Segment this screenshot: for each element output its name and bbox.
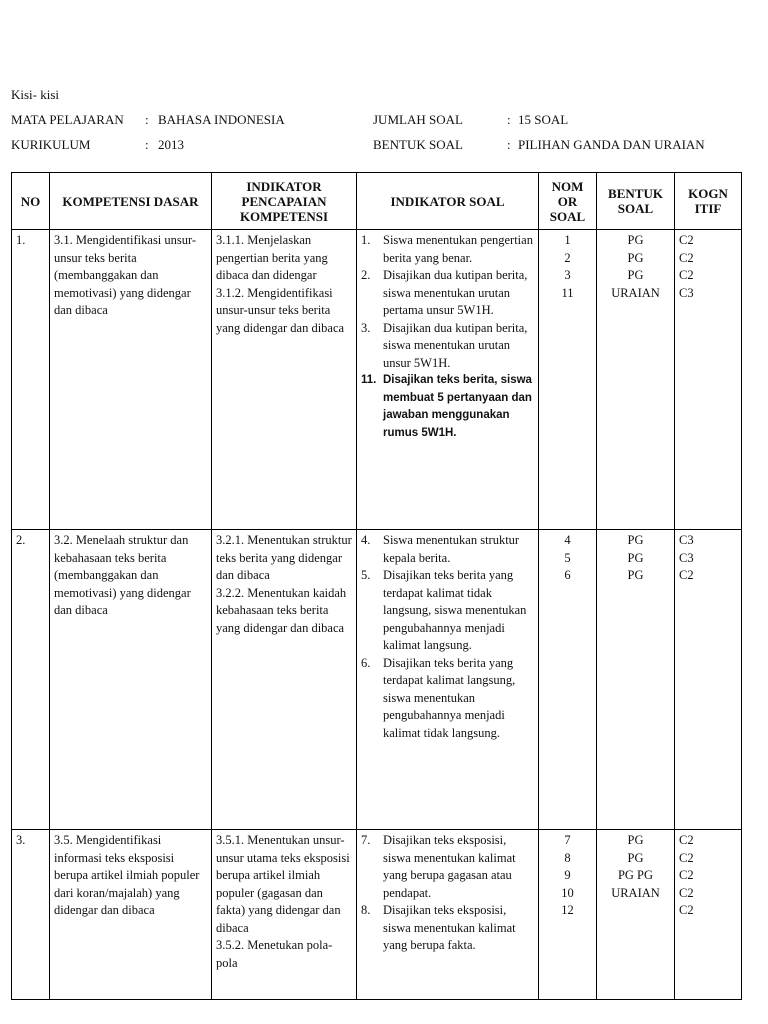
indikator-soal-list — [361, 232, 534, 442]
list-item — [361, 267, 534, 320]
header-kognitif: KOGN ITIF — [675, 173, 742, 230]
kognitif-value: C3 — [679, 550, 694, 565]
list-item-number: 4. — [361, 533, 371, 547]
indikator-soal-cell — [357, 230, 539, 530]
bentuk-soal-value: PG — [627, 850, 644, 865]
jumlah-soal-value: 15 SOAL — [518, 112, 569, 127]
list-item — [361, 320, 534, 373]
nomor-soal-value: 6 — [564, 568, 571, 582]
list-item — [361, 232, 534, 267]
kognitif-value: C2 — [679, 850, 694, 865]
bentuk-soal-value: URAIAN — [611, 285, 660, 300]
kognitif-value: C2 — [679, 268, 694, 282]
indikator-pencapaian-item: 3.1.1. Menjelaskan pengertian berita yang dibaca dan didengar — [216, 233, 328, 282]
header-indikator-soal: INDIKATOR SOAL — [357, 173, 539, 230]
kompetensi-dasar-text: 3.2. Menelaah struktur dan kebahasaan teks berita (membanggakan dan memotivasi) yang didengar dan dibaca — [54, 533, 191, 617]
kompetensi-dasar-text: 3.1. Mengidentifikasi unsur-unsur teks berita (membanggakan dan memotivasi) yang didengar dan dibaca — [54, 233, 197, 317]
mata-pelajaran-value: BAHASA INDONESIA — [158, 112, 285, 127]
bentuk-soal-label: BENTUK SOAL — [373, 137, 463, 152]
kognitif-value: C2 — [679, 250, 694, 265]
indikator-soal-cell — [357, 530, 539, 830]
kognitif-value: C2 — [679, 233, 694, 247]
mata-pelajaran-label: MATA PELAJARAN — [11, 112, 124, 127]
nomor-soal-cell — [539, 530, 597, 830]
row-number-cell — [12, 530, 50, 830]
list-item-number: 7. — [361, 833, 371, 847]
indikator-soal-list — [361, 532, 534, 742]
kompetensi-dasar-cell — [50, 230, 212, 530]
kognitif-value: C2 — [679, 903, 694, 917]
bentuk-soal-value: PG — [627, 833, 644, 847]
kurikulum-value: 2013 — [158, 137, 184, 152]
indikator-pencapaian-cell — [212, 230, 357, 530]
bentuk-soal-value: URAIAN — [611, 885, 660, 900]
kompetensi-dasar-cell — [50, 830, 212, 1000]
list-item-text: Disajikan teks eksposisi, siswa menentukan kalimat yang berupa gagasan atau pendapat. — [383, 833, 516, 900]
kognitif-cell — [675, 230, 742, 530]
bentuk-soal-value: PG PG — [617, 868, 654, 882]
list-item — [361, 655, 534, 743]
bentuk-soal-value: PG — [627, 233, 644, 247]
row-number: 2. — [16, 533, 26, 547]
nomor-soal-value: 7 — [564, 833, 571, 847]
nomor-soal-value: 10 — [561, 885, 574, 900]
bentuk-soal-value: PG — [627, 250, 644, 265]
nomor-soal-value: 12 — [561, 903, 574, 917]
bentuk-soal-value: PILIHAN GANDA DAN URAIAN — [518, 137, 705, 152]
kompetensi-dasar-cell — [50, 530, 212, 830]
bentuk-soal-value: PG — [627, 533, 644, 547]
nomor-soal-cell — [539, 230, 597, 530]
nomor-soal-value: 5 — [564, 550, 571, 565]
nomor-soal-value: 11 — [561, 285, 574, 300]
header-kompetensi-dasar: KOMPETENSI DASAR — [50, 173, 212, 230]
table-row — [12, 830, 742, 1000]
list-item-number: 11. — [361, 374, 377, 386]
kurikulum-label: KURIKULUM — [11, 137, 91, 152]
nomor-soal-value: 8 — [564, 850, 571, 865]
list-item-number: 5. — [361, 568, 371, 582]
list-item-text: Siswa menentukan pengertian berita yang benar. — [383, 233, 533, 265]
table-header-row — [12, 173, 742, 230]
list-item-number: 1. — [361, 233, 371, 247]
list-item-number: 6. — [361, 655, 371, 670]
bentuk-soal-cell — [597, 530, 675, 830]
list-item-number: 3. — [361, 320, 371, 335]
kognitif-value: C2 — [679, 868, 694, 882]
indikator-pencapaian-item: 3.2.1. Menentukan struktur teks berita yang didengar dan dibaca — [216, 533, 352, 582]
indikator-pencapaian-item: 3.1.2. Mengidentifikasi unsur-unsur teks berita yang didengar dan dibaca — [216, 285, 345, 335]
list-item-text: Disajikan teks berita, siswa membuat 5 pertanyaan dan jawaban menggunakan rumus 5W1H. — [383, 374, 532, 439]
header-bentuk-soal: BENTUK SOAL — [597, 173, 675, 230]
bentuk-soal-cell — [597, 830, 675, 1000]
row-number-cell — [12, 230, 50, 530]
row-number-cell — [12, 830, 50, 1000]
list-item-number: 2. — [361, 268, 371, 282]
nomor-soal-value: 1 — [564, 233, 571, 247]
kognitif-cell — [675, 830, 742, 1000]
list-item — [361, 532, 534, 567]
list-item — [361, 832, 534, 902]
document-title: Kisi- kisi — [11, 87, 60, 102]
list-item-number: 8. — [361, 903, 371, 917]
kognitif-value: C2 — [679, 885, 694, 900]
kognitif-value: C3 — [679, 285, 694, 300]
kognitif-value: C3 — [679, 533, 694, 547]
colon: : — [145, 137, 149, 152]
kognitif-value: C2 — [679, 568, 694, 582]
nomor-soal-value: 4 — [564, 533, 571, 547]
indikator-soal-cell — [357, 830, 539, 1000]
list-item — [361, 567, 534, 655]
kognitif-value: C2 — [679, 833, 694, 847]
colon: : — [507, 137, 511, 152]
bentuk-soal-cell — [597, 230, 675, 530]
nomor-soal-cell — [539, 830, 597, 1000]
row-number: 1. — [16, 233, 26, 247]
list-item-text: Disajikan teks berita yang terdapat kalimat langsung, siswa menentukan pengubahannya menjadi kalimat tidak langsung. — [383, 655, 516, 740]
indikator-pencapaian-cell — [212, 830, 357, 1000]
indikator-pencapaian-item: 3.5.1. Menentukan unsur-unsur utama teks eksposisi berupa artikel ilmiah populer (gagasan dan fakta) yang didengar dan dibaca — [216, 833, 350, 935]
bentuk-soal-value: PG — [627, 568, 644, 582]
meta-row-2 — [11, 137, 751, 155]
nomor-soal-value: 3 — [564, 268, 571, 282]
list-item-text: Disajikan dua kutipan berita, siswa menentukan urutan unsur 5W1H. — [383, 320, 528, 370]
kognitif-cell — [675, 530, 742, 830]
nomor-soal-value: 9 — [564, 868, 571, 882]
list-item-text: Disajikan teks eksposisi, siswa menentukan kalimat yang berupa fakta. — [383, 903, 516, 952]
bentuk-soal-value: PG — [627, 268, 644, 282]
header-no: NO — [12, 173, 50, 230]
colon: : — [145, 112, 149, 127]
list-item — [361, 372, 534, 442]
table-row — [12, 230, 742, 530]
list-item-text: Siswa menentukan struktur kepala berita. — [383, 533, 520, 565]
row-number: 3. — [16, 833, 26, 847]
indikator-pencapaian-cell — [212, 530, 357, 830]
indikator-pencapaian-item: 3.2.2. Menentukan kaidah kebahasaan teks berita yang didengar dan dibaca — [216, 585, 347, 635]
header-indikator-pencapaian: INDIKATOR PENCAPAIAN KOMPETENSI — [212, 173, 357, 230]
header-nomor-soal: NOM OR SOAL — [539, 173, 597, 230]
list-item-text: Disajikan dua kutipan berita, siswa menentukan urutan pertama unsur 5W1H. — [383, 268, 528, 317]
kompetensi-dasar-text: 3.5. Mengidentifikasi informasi teks eksposisi berupa artikel ilmiah populer dari koran/majalah) yang didengar dan dibaca — [54, 833, 200, 917]
kisi-kisi-table — [11, 172, 742, 1000]
colon: : — [507, 112, 511, 127]
indikator-pencapaian-item: 3.5.2. Menetukan pola-pola — [216, 938, 333, 970]
jumlah-soal-label: JUMLAH SOAL — [373, 112, 463, 127]
bentuk-soal-value: PG — [627, 550, 644, 565]
list-item-text: Disajikan teks berita yang terdapat kalimat tidak langsung, siswa menentukan pengubahannya menjadi kalimat langsung. — [383, 568, 527, 652]
indikator-soal-list — [361, 832, 534, 955]
list-item — [361, 902, 534, 955]
nomor-soal-value: 2 — [564, 250, 571, 265]
table-row — [12, 530, 742, 830]
meta-row-1 — [11, 112, 751, 130]
